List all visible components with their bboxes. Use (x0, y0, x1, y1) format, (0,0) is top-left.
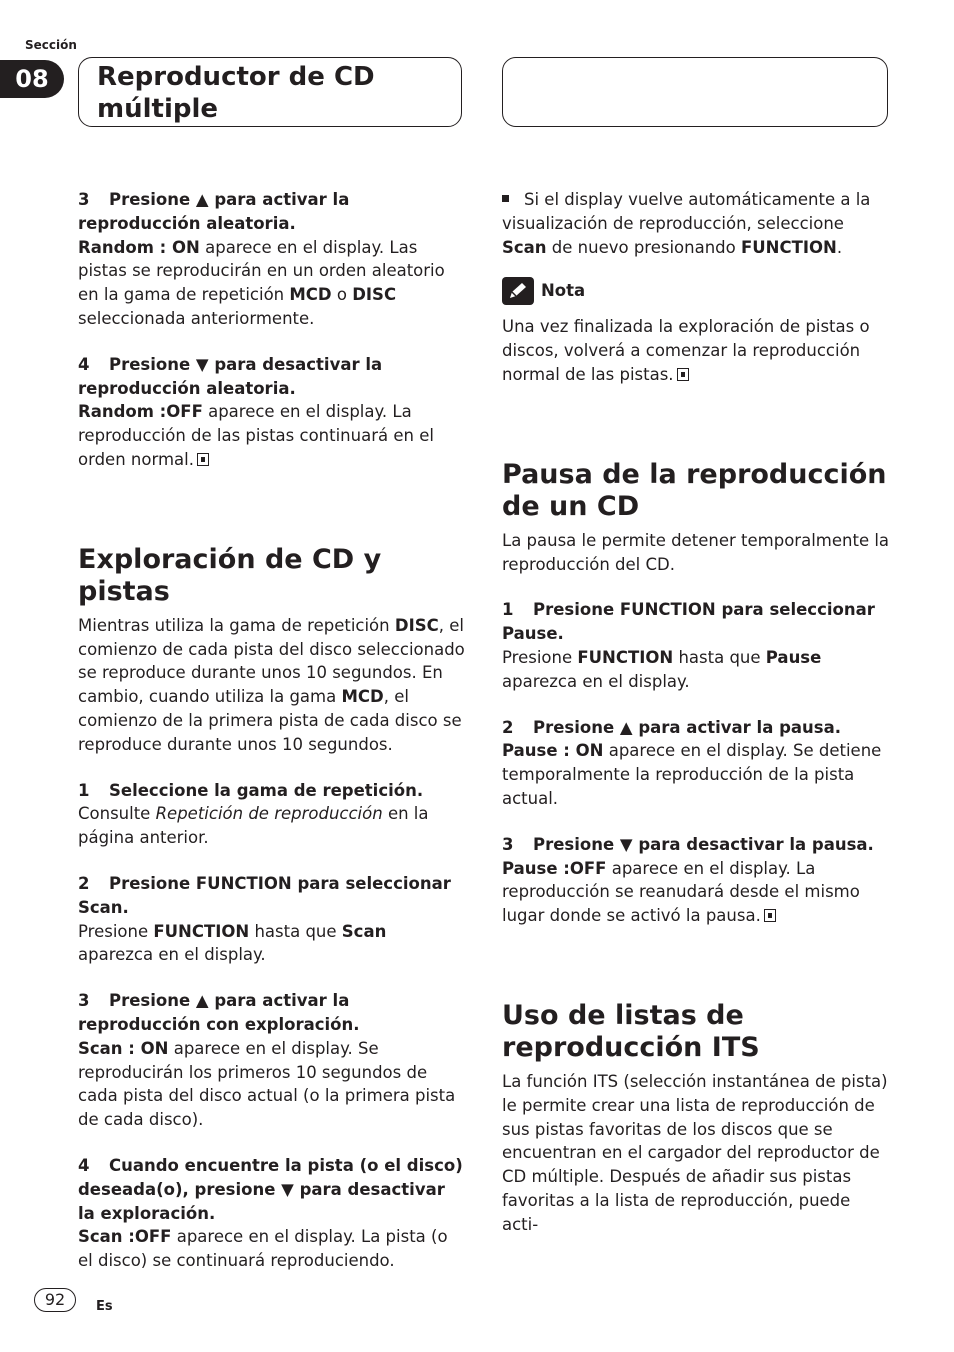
body-text: aparezca en el display. (78, 945, 266, 965)
section-label: Sección (25, 38, 77, 52)
step-random-off-body (78, 400, 466, 471)
body-text: Presione (78, 921, 154, 941)
display-text: Scan :OFF (78, 1227, 172, 1247)
body-text: o (331, 285, 353, 305)
body-text: de nuevo presionando (546, 237, 741, 257)
step-select-pause-body (502, 646, 890, 694)
body-text: aparece en el display. Se detiene temporalmente la reproducción de la pista actual. (502, 741, 882, 808)
page-number: 92 (34, 1288, 76, 1312)
body-text: aparece en el display. La reproducción de las pistas continuará en el orden normal. (78, 402, 434, 469)
empty-header-frame (502, 57, 888, 127)
keyword: FUNCTION (741, 237, 837, 257)
body-text: , el comienzo de cada pista del disco seleccionado se reproduce durante unos 10 segundos. En cambio, cuando utiliza la gama (78, 615, 465, 707)
note-label: Nota (541, 281, 586, 301)
step-scan-off-body (78, 1225, 466, 1273)
display-text: Scan : ON (78, 1038, 169, 1058)
keyword: Scan (341, 921, 387, 941)
display-text: Random : ON (78, 237, 200, 257)
step-title: Presione ▼ para desactivar la pausa. (533, 834, 874, 854)
keyword: FUNCTION (153, 921, 250, 941)
keyword: MCD (341, 687, 384, 707)
chapter-title: Reproductor de CD múltiple (97, 62, 375, 124)
stop-square-icon (764, 909, 776, 922)
section-number-badge: 08 (0, 60, 64, 98)
step-title: Presione ▲ para activar la pausa. (533, 717, 841, 737)
step-number: 1 (78, 780, 90, 800)
step-scan-off (78, 1154, 466, 1225)
stop-square-icon (197, 453, 209, 466)
step-pause-on-body (502, 739, 890, 810)
pause-intro: La pausa le permite detener temporalmente la reproducción del CD. (502, 530, 890, 574)
note-text (502, 315, 890, 386)
keyword: DISC (352, 285, 397, 305)
section-heading-scan: Exploración de CD y pistas (78, 543, 382, 607)
body-text: en la página anterior. (78, 804, 429, 848)
pencil-note-icon (502, 277, 534, 305)
body-text: . (836, 237, 843, 257)
step-number: 4 (78, 1155, 90, 1175)
note-header (502, 277, 890, 305)
body-text: Una vez finalizada la exploración de pistas o discos, volverá a comenzar la reproducción normal de las pistas. (502, 317, 870, 384)
section-heading-its: Uso de listas de reproducción ITS (502, 999, 760, 1063)
cross-reference: Repetición de reproducción (155, 804, 383, 824)
body-text: aparece en el display. Se reproducirán los primeros 10 segundos de cada pista del disco actual (o la primera pista de cada disco). (78, 1038, 456, 1130)
display-text: Random :OFF (78, 402, 203, 422)
body-text: , el comienzo de la primera pista de cada disco se reproduce durante unos 10 segundos. (78, 687, 462, 754)
step-number: 3 (78, 991, 90, 1011)
square-bullet-icon (502, 195, 509, 202)
step-select-scan-body (78, 920, 466, 968)
step-select-scan (78, 872, 466, 920)
step-number: 3 (502, 834, 514, 854)
body-text: Consulte (78, 804, 156, 824)
section-heading-pause: Pausa de la reproducción de un CD (502, 458, 887, 522)
step-number: 1 (502, 600, 514, 620)
body-text: aparezca en el display. (502, 671, 690, 691)
step-random-on (78, 188, 466, 236)
step-number: 3 (78, 190, 90, 209)
keyword: MCD (289, 285, 332, 305)
language-code: Es (96, 1299, 113, 1314)
step-number: 4 (78, 354, 90, 374)
step-title: Presione ▼ para desactivar la reproducción aleatoria. (78, 354, 383, 398)
keyword: Scan (502, 237, 547, 257)
step-title: Presione FUNCTION para seleccionar Pause. (502, 600, 875, 644)
step-scan-on (78, 989, 466, 1037)
its-intro: La función ITS (selección instantánea de pista) le permite crear una lista de reproducción de sus pistas favoritas de los discos que se encuentran en el cargador del reproductor de CD múltiple. Después de añadir sus pistas favoritas a la lista de reproducción, puede acti- (502, 1071, 888, 1234)
step-select-pause (502, 598, 890, 646)
display-text: Pause :OFF (502, 858, 607, 878)
step-title: Presione FUNCTION para seleccionar Scan. (78, 873, 451, 917)
step-title: Cuando encuentre la pista (o el disco) deseada(o), presione ▼ para desactivar la exploración. (78, 1155, 463, 1223)
step-random-off (78, 353, 466, 401)
step-pause-off (502, 833, 890, 857)
step-number: 2 (78, 873, 90, 893)
step-select-range-body (78, 802, 466, 850)
bullet-note (502, 188, 890, 259)
step-title: Presione ▲ para activar la reproducción aleatoria. (78, 190, 350, 233)
body-text: hasta que (673, 647, 766, 667)
step-pause-on (502, 716, 890, 740)
body-text: Presione (502, 647, 578, 667)
right-column (502, 188, 890, 1237)
body-text: seleccionada anteriormente. (78, 308, 315, 328)
display-text: Pause : ON (502, 741, 604, 761)
step-scan-on-body (78, 1037, 466, 1132)
body-text: aparece en el display. La reproducción se reanudará desde el mismo lugar donde se activó la pausa. (502, 858, 860, 926)
keyword: Pause (765, 647, 822, 667)
step-select-range (78, 779, 466, 803)
keyword: DISC (394, 615, 439, 635)
body-text: aparece en el display. Las pistas se reproducirán en un orden aleatorio en la gama de repetición (78, 237, 445, 305)
step-title: Seleccione la gama de repetición. (109, 780, 424, 800)
step-pause-off-body (502, 857, 890, 928)
step-title: Presione ▲ para activar la reproducción con exploración. (78, 991, 360, 1034)
left-column (78, 188, 466, 1273)
scan-intro (78, 614, 466, 757)
body-text: Mientras utiliza la gama de repetición (78, 615, 395, 635)
body-text: aparece en el display. La pista (o el disco) se continuará reproduciendo. (78, 1227, 448, 1271)
body-text: Si el display vuelve automáticamente a la visualización de reproducción, seleccione (502, 190, 871, 233)
step-random-on-body (78, 236, 466, 331)
body-text: hasta que (249, 921, 342, 941)
keyword: FUNCTION (577, 647, 674, 667)
step-number: 2 (502, 717, 514, 737)
stop-square-icon (677, 368, 689, 381)
